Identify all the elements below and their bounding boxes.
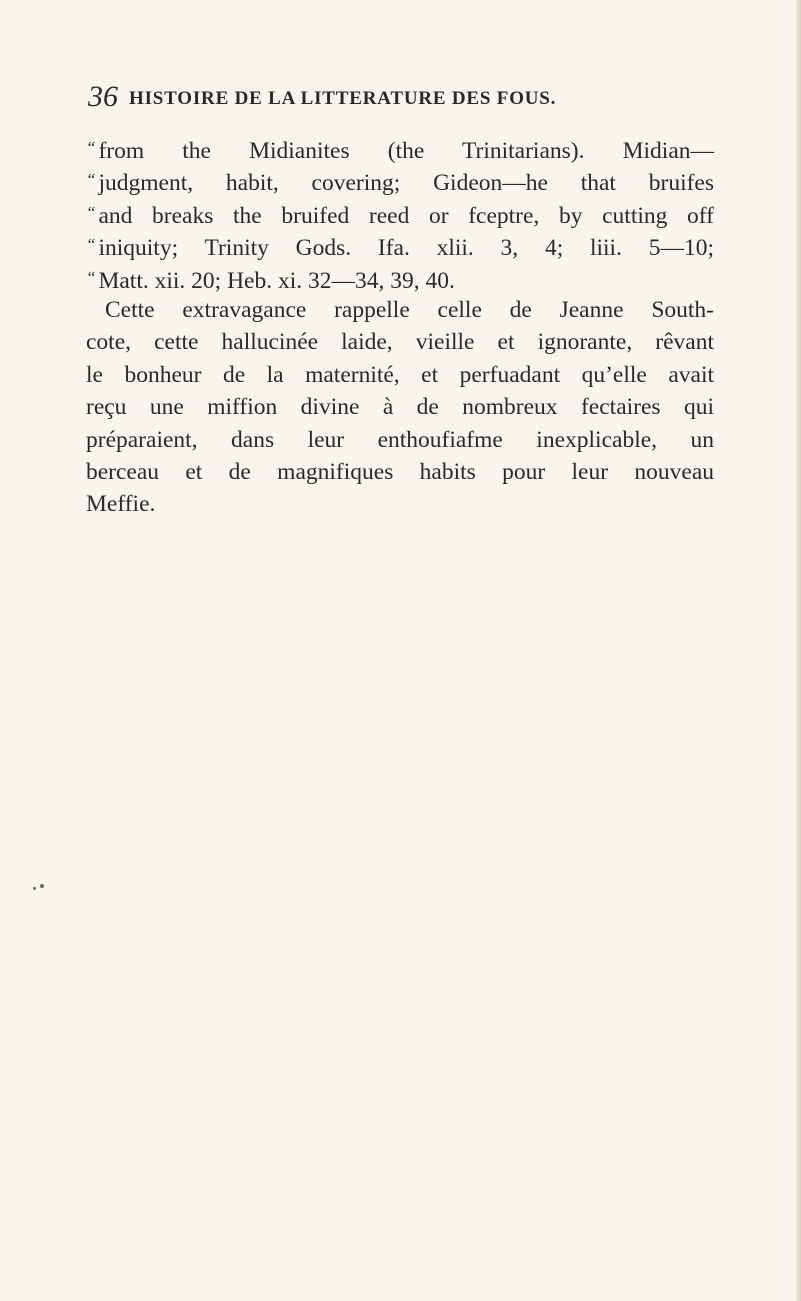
quoted-line (86, 229, 714, 261)
page-number: 36 (88, 80, 118, 113)
paragraph-line: reçu une miffion divine à de nombreux fectaires qui (86, 394, 714, 421)
quoted-line (86, 164, 714, 196)
quote-mark: “ (86, 235, 96, 255)
quote-mark: “ (86, 202, 96, 222)
quoted-line (86, 132, 714, 164)
paragraph-line: le bonheur de la maternité, et perfuadant qu’elle avait (86, 361, 714, 388)
quote-mark: “ (86, 138, 96, 157)
running-head (88, 82, 668, 116)
paragraph-line: cote, cette hallucinée laide, vieille et ignorante, rêvant (86, 329, 714, 356)
paragraph-line: Cette extravagance rappelle celle de Jeanne South- (105, 296, 714, 323)
paper-specks (33, 884, 47, 894)
quoted-line-text: and breaks the bruifed reed or fceptre, by cutting off (98, 202, 714, 229)
paragraph-line: berceau et de magnifiques habits pour leur nouveau (86, 458, 714, 485)
quoted-line-text: judgment, habit, covering; Gideon—he that bruifes (98, 170, 714, 197)
quoted-line-text: Matt. xii. 20; Heb. xi. 32—34, 39, 40. (98, 267, 455, 294)
quoted-line (86, 197, 714, 229)
quoted-line-text: from the Midianites (the Trinitarians). Midian— (98, 138, 714, 164)
paragraph-line: Meffie. (86, 491, 156, 518)
quoted-line-text: iniquity; Trinity Gods. Ifa. xlii. 3, 4; liii. 5—10; (98, 235, 714, 262)
quoted-line (86, 262, 714, 294)
paper-speck (33, 887, 36, 890)
paper-speck (40, 884, 44, 888)
quote-mark: “ (86, 170, 96, 190)
body-text (86, 132, 714, 521)
quote-mark: “ (86, 267, 96, 287)
paragraph-line: préparaient, dans leur enthoufiafme inexplicable, un (86, 426, 714, 453)
running-title: HISTOIRE DE LA LITTERATURE DES FOUS. (129, 88, 557, 109)
page-edge-shadow (796, 0, 801, 1301)
